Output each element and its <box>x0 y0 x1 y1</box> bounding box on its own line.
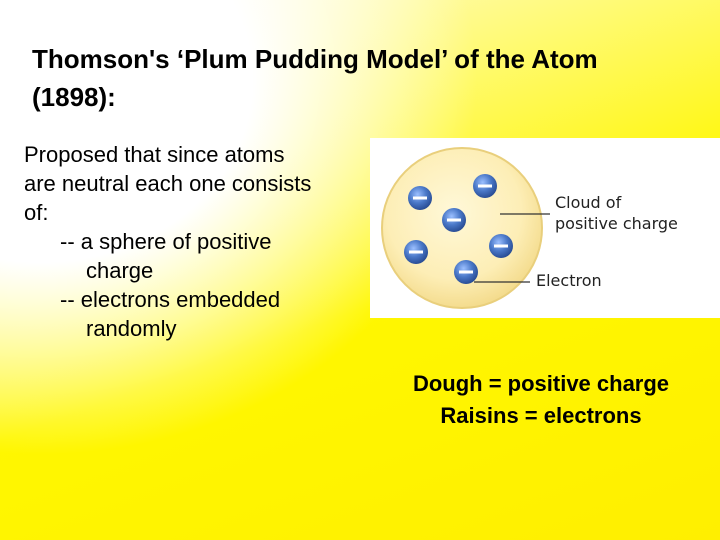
electron <box>442 208 466 232</box>
body-line-2: are neutral each one consists <box>24 171 312 196</box>
electron-label: Electron <box>536 271 602 290</box>
atom-illustration <box>370 138 720 318</box>
body-line-6: -- electrons embedded <box>60 287 281 312</box>
plum-pudding-diagram <box>370 138 720 318</box>
body-line-7: randomly <box>86 316 177 341</box>
body-line-5: charge <box>86 258 154 283</box>
slide-title <box>32 40 672 116</box>
caption-line-2: Raisins = electrons <box>440 403 642 428</box>
cloud-label-line-2: positive charge <box>555 214 678 233</box>
body-line-3: of: <box>24 200 49 225</box>
title-line-1: Thomson's ‘Plum Pudding Model’ of the Atom <box>32 44 598 74</box>
title-line-2: (1898): <box>32 82 116 112</box>
body-line-4: -- a sphere of positive <box>60 229 272 254</box>
body-text <box>24 140 364 343</box>
electron <box>404 240 428 264</box>
electron <box>473 174 497 198</box>
electron <box>489 234 513 258</box>
caption-line-1: Dough = positive charge <box>412 371 670 396</box>
electron <box>408 186 432 210</box>
analogy-caption <box>368 368 714 432</box>
body-line-1: Proposed that since atoms <box>24 142 285 167</box>
cloud-label-line-1: Cloud of <box>555 193 622 212</box>
electron <box>454 260 478 284</box>
